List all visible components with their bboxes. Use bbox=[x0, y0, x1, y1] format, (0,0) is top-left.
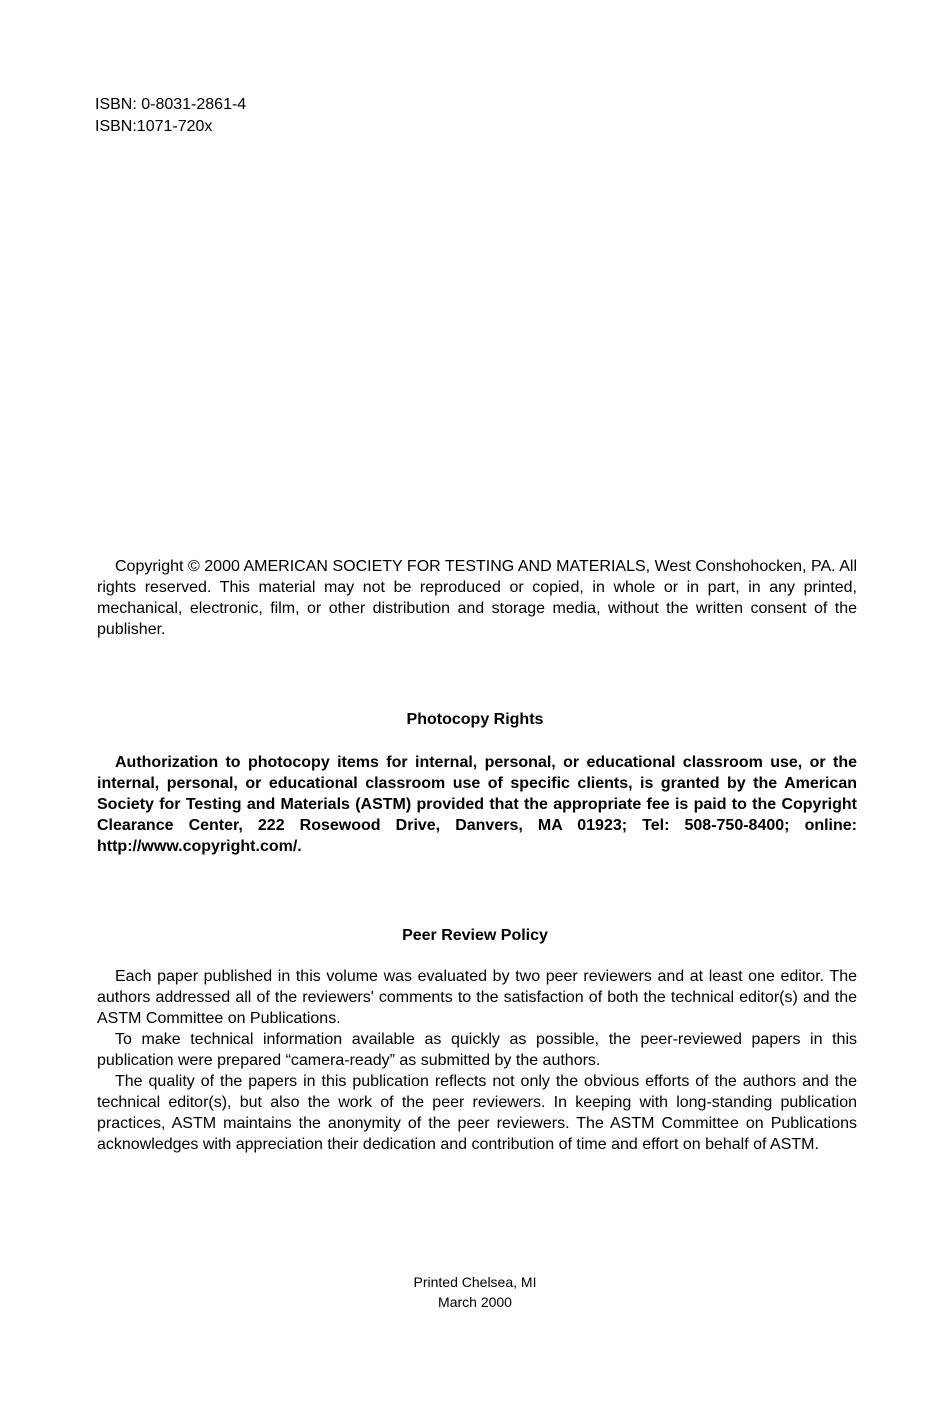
peer-review-paragraph: To make technical information available as quickly as possible, the peer-reviewed papers in this publication were prepared “camera-ready” as submitted by the authors. bbox=[97, 1031, 857, 1069]
isbn-block bbox=[95, 94, 246, 138]
peer-review-heading: Peer Review Policy bbox=[402, 927, 548, 944]
isbn-line-1: ISBN: 0-8031-2861-4 bbox=[95, 96, 247, 113]
copyright-text: Copyright © 2000 AMERICAN SOCIETY FOR TESTING AND MATERIALS, West Conshohocken, PA. All rights reserved. This material may not be reproduced or copied, in whole or in part, in any printed, mechanical, electronic, film, or other distribution and storage media, without the written consent of the publisher. bbox=[97, 558, 857, 638]
isbn-line-2: ISBN:1071-720x bbox=[95, 118, 213, 135]
photocopy-rights-text: Authorization to photocopy items for internal, personal, or educational classroom use, or the internal, personal, or educational classroom use of specific clients, is granted by the American Society for Testing and Materials (ASTM) provided that the appropriate fee is paid to the Copyright Clearance Center, 222 Rosewood Drive, Danvers, MA 01923; Tel: 508-750-8400; online: http://www.copyright.com/. bbox=[97, 754, 857, 855]
photocopy-rights-heading: Photocopy Rights bbox=[406, 711, 544, 728]
printed-location: Printed Chelsea, MI bbox=[413, 1274, 537, 1290]
copyright-notice bbox=[97, 556, 857, 640]
peer-review-paragraph: Each paper published in this volume was evaluated by two peer reviewers and at least one editor. The authors addressed all of the reviewers' comments to the satisfaction of both the technical editor(s) and the ASTM Committee on Publications. bbox=[97, 968, 857, 1027]
print-date: March 2000 bbox=[438, 1294, 512, 1310]
photocopy-rights-body bbox=[97, 752, 857, 857]
peer-review-body bbox=[97, 966, 857, 1155]
colophon bbox=[0, 1272, 950, 1312]
peer-review-paragraph: The quality of the papers in this publication reflects not only the obvious efforts of the authors and the technical editor(s), but also the work of the peer reviewers. In keeping with long-standing publication practices, ASTM maintains the anonymity of the peer reviewers. The ASTM Committee on Publications acknowledges with appreciation their dedication and contribution of time and effort on behalf of ASTM. bbox=[97, 1073, 857, 1153]
